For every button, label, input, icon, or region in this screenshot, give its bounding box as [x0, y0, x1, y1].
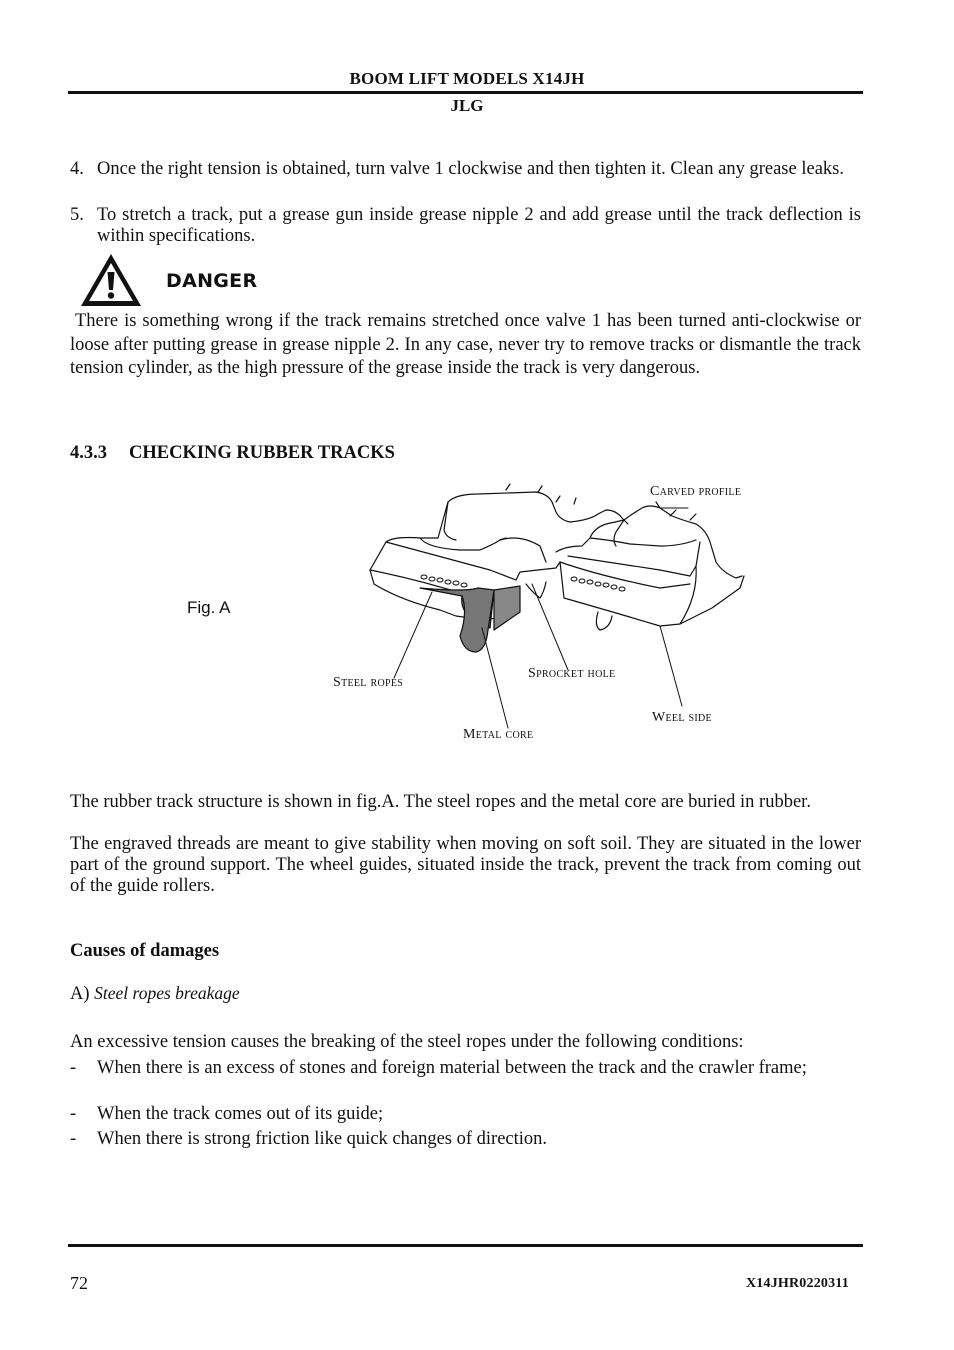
causes-heading: Causes of damages: [70, 941, 220, 961]
step-number: 5.: [70, 205, 84, 225]
step-item: [70, 205, 861, 247]
warning-triangle-icon: [79, 252, 143, 308]
header-title: BOOM LIFT MODELS X14JH: [349, 69, 585, 88]
causes-subheading: [70, 983, 240, 1005]
callout-steel-ropes: Steel ropes: [333, 675, 404, 690]
step-number: 4.: [70, 159, 84, 179]
danger-label: DANGER: [166, 270, 258, 292]
description-paragraph: The engraved threads are meant to give stability when moving on soft soil. They are situated in the lower part of the ground support. The wheel guides, situated inside the track, prevent the track from coming out of the guide rollers.: [70, 834, 861, 896]
callout-metal-core: Metal core: [463, 727, 534, 742]
list-bullet: -: [70, 1129, 77, 1149]
list-bullet: -: [70, 1104, 77, 1124]
step-text: Once the right tension is obtained, turn valve 1 clockwise and then tighten it. Clean any grease leaks.: [97, 159, 844, 179]
section-heading: [70, 443, 395, 464]
list-item-text: When there is an excess of stones and foreign material between the track and the crawler frame;: [97, 1058, 807, 1078]
list-item: [70, 1129, 861, 1150]
causes-intro: An excessive tension causes the breaking of the steel ropes under the following conditions:: [70, 1032, 744, 1052]
section-title: CHECKING RUBBER TRACKS: [129, 443, 395, 463]
header-brand: JLG: [450, 96, 484, 115]
callout-sprocket-hole: Sprocket hole: [528, 666, 616, 681]
document-code: X14JHR0220311: [746, 1276, 849, 1291]
list-item-text: When the track comes out of its guide;: [97, 1104, 384, 1124]
subheading-prefix: A): [70, 984, 90, 1004]
danger-text: There is something wrong if the track remains stretched once valve 1 has been turned anti-clockwise or loose after putting grease in grease nipple 2. In any case, never try to remove tracks or dismantle the track tension cylinder, as the high pressure of the grease inside the track is very dangerous.: [70, 311, 861, 378]
section-number: 4.3.3: [70, 443, 107, 463]
callout-weel-side: Weel side: [652, 710, 712, 725]
list-item-text: When there is strong friction like quick changes of direction.: [97, 1129, 548, 1149]
header-rule: [68, 91, 863, 94]
list-bullet: -: [70, 1058, 77, 1078]
subheading-title: Steel ropes breakage: [94, 983, 240, 1003]
description-paragraph: The rubber track structure is shown in fig.A. The steel ropes and the metal core are buried in rubber.: [70, 792, 811, 812]
step-item: [70, 159, 861, 180]
step-text: To stretch a track, put a grease gun inside grease nipple 2 and add grease until the track deflection is within specifications.: [97, 205, 861, 246]
list-item: [70, 1104, 861, 1125]
callout-carved-profile: Carved profile: [650, 484, 742, 499]
page-number: 72: [70, 1273, 88, 1293]
figure-label: Fig. A: [187, 598, 231, 617]
footer-rule: [68, 1244, 863, 1247]
list-item: [70, 1058, 861, 1079]
